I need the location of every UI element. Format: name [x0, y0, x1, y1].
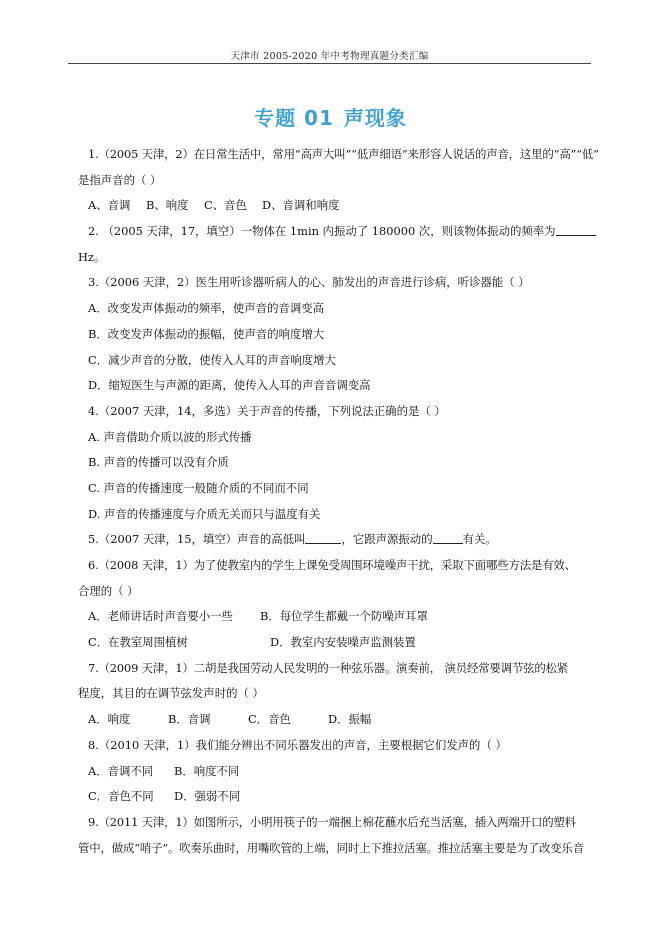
q3-option-b: B．改变发声体振动的振幅，使声音的响度增大	[88, 326, 325, 341]
q8-options-row1	[78, 759, 595, 785]
q6-option-a: A．老师讲话时声音要小一些	[88, 609, 233, 624]
q4-option-a: A. 声音借助介质以波的形式传播	[88, 429, 252, 444]
q1-option-b: B、响度	[146, 198, 189, 213]
q7-option-c: C．音色	[248, 712, 291, 727]
q8-option-a: A．音调不同	[88, 763, 154, 778]
q1-option-d: D、音调和响度	[262, 198, 340, 213]
q2-stem-text: 2. （2005 天津，17，填空）一物体在 1min 内振动了 180000 次，则该物体振动的频率为	[88, 224, 556, 239]
q7-options	[78, 707, 595, 733]
q7-stem-line1: 7.（2009 天津，1）二胡是我国劳动人民发明的一种弦乐器。演奏前， 演员经常要调节弦的松紧	[88, 660, 569, 675]
q6-options-row2	[78, 630, 595, 656]
q7-option-d: D．振幅	[328, 712, 372, 727]
q6-stem-line1: 6.（2008 天津，1）为了使教室内的学生上课免受周围环境噪声干扰，采取下面哪些方法是有效、	[88, 558, 576, 572]
q3-option-a: A．改变发声体振动的频率，使声音的音调变高	[88, 301, 325, 316]
header-divider	[68, 63, 591, 64]
q6-option-c: C．在教室周围植树	[88, 635, 188, 650]
q4-stem: 4.（2007 天津，14，多选）关于声音的传播，下列说法正确的是（ ）	[88, 403, 446, 418]
q1-options	[78, 193, 595, 219]
page-header: 天津市 2005-2020 年中考物理真题分类汇编	[230, 51, 429, 62]
q4-option-b: B. 声音的传播可以没有介质	[88, 455, 229, 470]
q3-option-c: C．减少声音的分散，使传入人耳的声音响度增大	[88, 352, 336, 367]
q5-text-part3: 有关。	[462, 532, 497, 547]
q9-stem-line1: 9.（2011 天津，1）如图所示，小明用筷子的一端捆上棉花蘸水后充当活塞，插入两端开口的塑料	[88, 814, 576, 829]
title-topic-number: 专题 01	[254, 106, 334, 130]
question-list	[78, 142, 599, 861]
q5-answer-blank-1	[305, 531, 341, 544]
q2-stem-line2: Hz。	[78, 249, 106, 264]
q1-option-a: A、音调	[88, 198, 131, 213]
q7-option-b: B．音调	[168, 712, 211, 727]
page-title	[0, 102, 661, 131]
title-topic-name: 声现象	[343, 106, 407, 130]
q8-option-b: B．响度不同	[174, 763, 240, 778]
q1-stem-line2: 是指声音的（ ）	[78, 172, 162, 187]
q5-answer-blank-2	[433, 531, 463, 544]
q5-stem	[78, 527, 595, 553]
q4-option-d: D. 声音的传播速度与介质无关而只与温度有关	[88, 506, 321, 521]
q8-options-row2	[78, 784, 595, 810]
q8-option-c: C．音色不同	[88, 789, 154, 804]
q9-stem-line2: 管中，做成“哨子”。吹奏乐曲时，用嘴吹管的上端，同时上下推拉活塞。推拉活塞主要是为了改变乐音	[78, 840, 584, 855]
q3-option-d: D．缩短医生与声源的距离，使传入人耳的声音音调变高	[88, 378, 371, 393]
q7-stem-line2: 程度，其目的在调节弦发声时的（ ）	[78, 686, 264, 701]
q7-option-a: A．响度	[88, 712, 131, 727]
q2-answer-blank	[556, 223, 596, 236]
q1-stem-line1: 1.（2005 天津，2）在日常生活中，常用“高声大叫”“低声细语”来形容人说话的声音，这里的“高”“低”	[88, 147, 599, 161]
q3-stem: 3.（2006 天津，2）医生用听诊器听病人的心、肺发出的声音进行诊病，听诊器能（ ）	[88, 275, 530, 290]
q6-option-b: B．每位学生都戴一个防噪声耳罩	[260, 609, 428, 624]
q6-option-d: D．教室内安装噪声监测装置	[270, 635, 416, 650]
q6-options-row1	[78, 604, 595, 630]
q2-stem-line1	[78, 219, 595, 245]
q5-text-part1: 5.（2007 天津，15，填空）声音的高低叫	[88, 532, 306, 547]
q6-stem-line2: 合理的（ ）	[78, 583, 139, 598]
q4-option-c: C. 声音的传播速度一般随介质的不同而不同	[88, 480, 309, 495]
q8-stem: 8.（2010 天津，1）我们能分辨出不同乐器发出的声音，主要根据它们发声的（ ）	[88, 737, 507, 752]
q5-text-part2: ，它跟声源振动的	[341, 532, 433, 547]
q8-option-d: D．强弱不同	[174, 789, 241, 804]
q1-option-c: C、音色	[204, 198, 247, 213]
